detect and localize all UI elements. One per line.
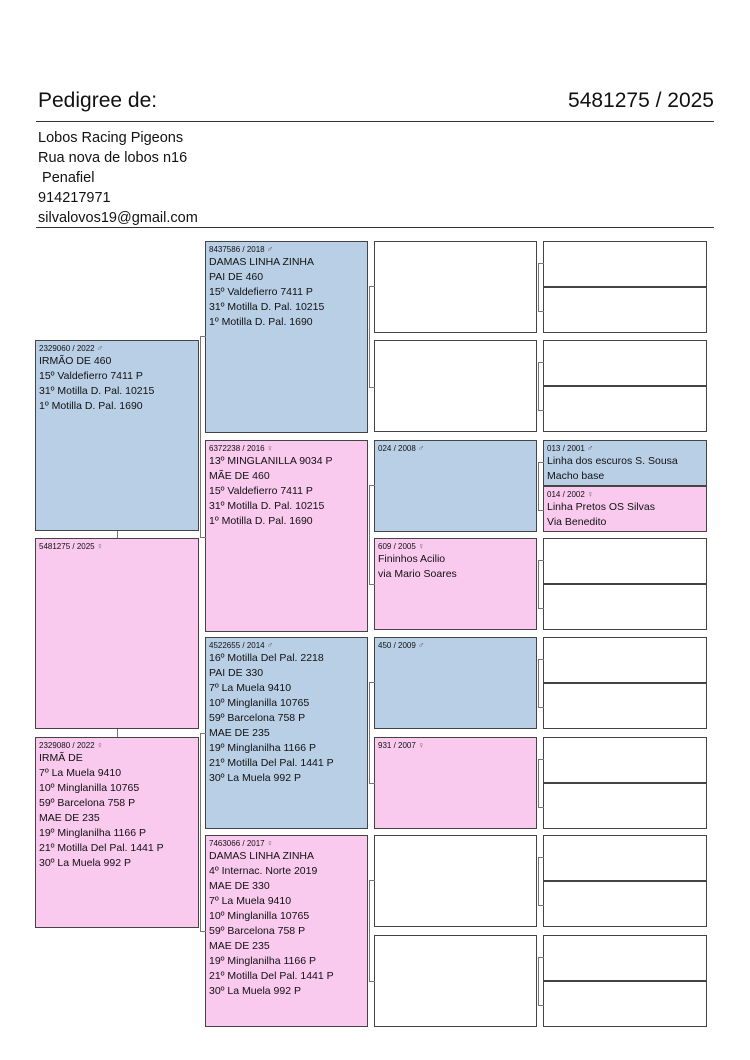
pigeon-info-line: 21º Motilla Del Pal. 1441 P — [209, 970, 334, 982]
male-icon: ♂ — [266, 640, 274, 650]
pigeon-info-line: MÃE DE 460 — [209, 470, 270, 482]
pigeon-info-line: 15º Valdefierro 7411 P — [209, 286, 313, 298]
pigeon-info-line: 19º Minglanilha 1166 P — [209, 742, 316, 754]
great-grandparent-box — [374, 440, 537, 532]
pedigree-connector — [538, 659, 544, 708]
pedigree-connector — [200, 733, 206, 932]
pigeon-info-line: Macho base — [547, 470, 605, 482]
pigeon-info-line: 10º Minglanilla 10765 — [209, 697, 310, 709]
great-grandparent-box — [374, 935, 537, 1027]
pigeon-info-line: 1º Motilla D. Pal. 1690 — [39, 400, 143, 412]
pigeon-info-line: 10º Minglanilla 10765 — [39, 782, 140, 794]
pigeon-info-line: 7º La Muela 9410 — [39, 767, 122, 779]
owner-info — [38, 128, 198, 228]
sire-box — [35, 340, 199, 531]
female-icon: ♀ — [266, 443, 274, 453]
ancestor-box — [543, 584, 707, 630]
dam-box — [35, 737, 199, 928]
pedigree-connector — [538, 759, 544, 808]
ancestor-box — [543, 340, 707, 386]
pigeon-info-line: 59º Barcelona 758 P — [209, 925, 306, 937]
pigeon-info-line: MAE DE 330 — [209, 880, 270, 892]
pedigree-connector — [117, 531, 118, 538]
great-grandparent-box — [374, 340, 537, 432]
subject-box — [35, 538, 199, 729]
owner-name: Lobos Racing Pigeons — [38, 130, 184, 146]
pigeon-info-line: Linha Pretos OS Silvas — [547, 501, 655, 513]
pigeon-info-line: 31º Motilla D. Pal. 10215 — [39, 385, 155, 397]
ancestor-box — [543, 881, 707, 927]
header-divider — [36, 121, 714, 122]
ring-id: 4522655 / 2014 — [209, 641, 265, 650]
pigeon-info-line: DAMAS LINHA ZINHA — [209, 256, 315, 268]
owner-email: silvalovos19@gmail.com — [38, 210, 198, 226]
ancestor-box — [543, 241, 707, 287]
owner-divider — [36, 227, 714, 228]
ring-id: 7463066 / 2017 — [209, 839, 265, 848]
pedigree-connector — [538, 857, 544, 906]
pigeon-info-line: 13º MINGLANILLA 9034 P — [209, 455, 333, 467]
pigeon-info-line: 1º Motilla D. Pal. 1690 — [209, 316, 313, 328]
pigeon-info-line: DAMAS LINHA ZINHA — [209, 850, 315, 862]
owner-phone: 914217971 — [38, 190, 111, 206]
ancestor-box — [543, 783, 707, 829]
pigeon-info-line: MAE DE 235 — [209, 940, 270, 952]
pigeon-info-line: via Mario Soares — [378, 568, 457, 580]
female-icon: ♀ — [96, 740, 104, 750]
ancestor-box — [543, 683, 707, 729]
great-grandparent-box — [374, 835, 537, 927]
grandparent-box — [205, 241, 368, 433]
pigeon-info-line: MAE DE 235 — [39, 812, 100, 824]
page-title: Pedigree de: — [38, 89, 158, 112]
female-icon: ♀ — [417, 541, 425, 551]
ring-id: 609 / 2005 — [378, 542, 416, 551]
pedigree-connector — [369, 682, 375, 784]
pigeon-info-line: PAI DE 330 — [209, 667, 264, 679]
ancestor-box — [543, 538, 707, 584]
pedigree-connector — [369, 880, 375, 982]
pigeon-info-line: 19º Minglanilha 1166 P — [209, 955, 316, 967]
male-icon: ♂ — [96, 343, 104, 353]
pigeon-info-line: Fininhos Acilio — [378, 553, 446, 565]
ancestor-box — [543, 486, 707, 532]
pigeon-info-line: 31º Motilla D. Pal. 10215 — [209, 301, 325, 313]
ring-id: 013 / 2001 — [547, 444, 585, 453]
pigeon-info-line: 15º Valdefierro 7411 P — [39, 370, 143, 382]
female-icon: ♀ — [417, 740, 425, 750]
pedigree-connector — [538, 263, 544, 312]
ancestor-box — [543, 386, 707, 432]
pigeon-info-line: 21º Motilla Del Pal. 1441 P — [209, 757, 334, 769]
pigeon-info-line: 31º Motilla D. Pal. 10215 — [209, 500, 325, 512]
pedigree-connector — [538, 462, 544, 511]
pigeon-info-line: 7º La Muela 9410 — [209, 682, 292, 694]
pigeon-info-line: 10º Minglanilla 10765 — [209, 910, 310, 922]
pigeon-info-line: 4º Internac. Norte 2019 — [209, 865, 318, 877]
ring-id: 014 / 2002 — [547, 490, 585, 499]
great-grandparent-box — [374, 538, 537, 630]
pedigree-connector — [369, 286, 375, 388]
great-grandparent-box — [374, 637, 537, 729]
ring-number: 5481275 / 2025 — [568, 89, 714, 112]
pigeon-info-line: 30º La Muela 992 P — [209, 772, 301, 784]
ancestor-box — [543, 637, 707, 683]
ring-id: 2329080 / 2022 — [39, 741, 95, 750]
great-grandparent-box — [374, 737, 537, 829]
pigeon-info-line: 30º La Muela 992 P — [209, 985, 301, 997]
pigeon-info-line: 30º La Muela 992 P — [39, 857, 131, 869]
ancestor-box — [543, 981, 707, 1027]
pedigree-connector — [200, 336, 206, 538]
owner-street: Rua nova de lobos n16 — [38, 150, 188, 166]
pigeon-info-line: 21º Motilla Del Pal. 1441 P — [39, 842, 164, 854]
ring-id: 931 / 2007 — [378, 741, 416, 750]
owner-city: Penafiel — [38, 170, 95, 186]
male-icon: ♂ — [586, 443, 594, 453]
pigeon-info-line: MAE DE 235 — [209, 727, 270, 739]
pedigree-connector — [538, 957, 544, 1006]
grandparent-box — [205, 835, 368, 1027]
pigeon-info-line: Linha dos escuros S. Sousa — [547, 455, 678, 467]
pigeon-info-line: 59º Barcelona 758 P — [39, 797, 136, 809]
pedigree-connector — [117, 729, 118, 737]
pigeon-info-line: 59º Barcelona 758 P — [209, 712, 306, 724]
ancestor-box — [543, 737, 707, 783]
ancestor-box — [543, 835, 707, 881]
pigeon-info-line: PAI DE 460 — [209, 271, 264, 283]
ancestor-box — [543, 440, 707, 486]
pedigree-connector — [369, 485, 375, 585]
pedigree-connector — [538, 362, 544, 411]
female-icon: ♀ — [266, 838, 274, 848]
ring-id: 8437586 / 2018 — [209, 245, 265, 254]
ring-id: 5481275 / 2025 — [39, 542, 95, 551]
pigeon-info-line: 19º Minglanilha 1166 P — [39, 827, 146, 839]
pigeon-info-line: 7º La Muela 9410 — [209, 895, 292, 907]
female-icon: ♀ — [96, 541, 104, 551]
pigeon-info-line: 15º Valdefierro 7411 P — [209, 485, 313, 497]
ring-id: 6372238 / 2016 — [209, 444, 265, 453]
pigeon-info-line: IRMÃO DE 460 — [39, 355, 112, 367]
pigeon-info-line: 1º Motilla D. Pal. 1690 — [209, 515, 313, 527]
female-icon: ♀ — [586, 489, 594, 499]
ring-id: 2329060 / 2022 — [39, 344, 95, 353]
pedigree-connector — [538, 560, 544, 609]
great-grandparent-box — [374, 241, 537, 333]
pigeon-info-line: IRMÃ DE — [39, 752, 83, 764]
grandparent-box — [205, 440, 368, 632]
male-icon: ♂ — [266, 244, 274, 254]
ring-id: 024 / 2008 — [378, 444, 416, 453]
ancestor-box — [543, 287, 707, 333]
grandparent-box — [205, 637, 368, 829]
male-icon: ♂ — [417, 640, 425, 650]
male-icon: ♂ — [417, 443, 425, 453]
ring-id: 450 / 2009 — [378, 641, 416, 650]
ancestor-box — [543, 935, 707, 981]
pigeon-info-line: 16º Motilla Del Pal. 2218 — [209, 652, 324, 664]
pigeon-info-line: Via Benedito — [547, 516, 607, 528]
